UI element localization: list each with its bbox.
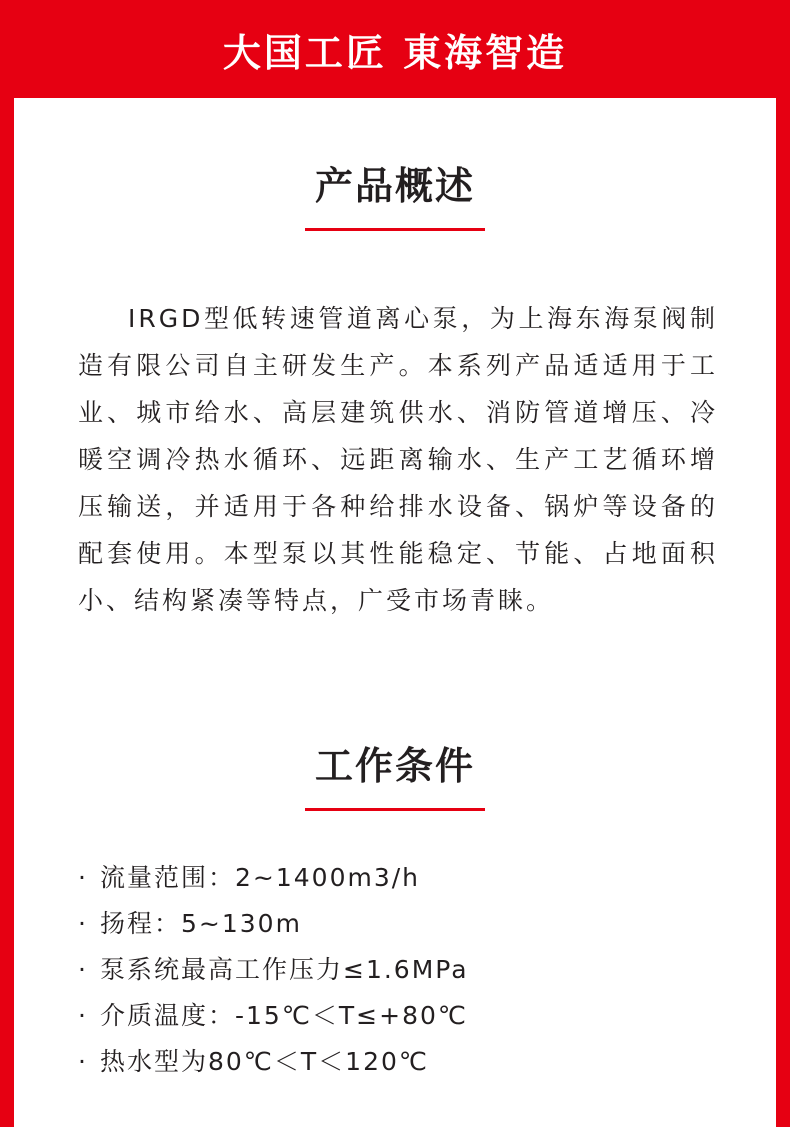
bullet-dot-icon: ·	[78, 1047, 88, 1076]
list-item-label: 热水型为80℃＜T＜120℃	[100, 1047, 429, 1076]
list-item-label: 流量范围：2~1400m3/h	[100, 863, 421, 892]
banner-title: 大国工匠 東海智造	[222, 30, 568, 75]
section-title-product-overview: 产品概述	[314, 164, 475, 208]
bullet-dot-icon: ·	[78, 863, 88, 892]
bullet-dot-icon: ·	[78, 1001, 88, 1030]
working-conditions-list	[78, 855, 738, 1085]
section-underline-working-conditions	[305, 808, 485, 811]
list-item	[78, 855, 738, 901]
list-item	[78, 1039, 738, 1085]
list-item-label: 介质温度：-15℃＜T≤+80℃	[100, 1001, 468, 1030]
product-overview-paragraph: IRGD型低转速管道离心泵，为上海东海泵阀制造有限公司自主研发生产。本系列产品适适用于工业、城市给水、高层建筑供水、消防管道增压、冷暖空调冷热水循环、远距离输水、生产工艺循环增压输送，并适用于各种给排水设备、锅炉等设备的配套使用。本型泵以其性能稳定、节能、占地面积小、结构紧凑等特点，广受市场青睐。	[78, 304, 718, 615]
section-working-conditions-header	[0, 735, 790, 811]
bullet-dot-icon: ·	[78, 909, 88, 938]
list-item	[78, 901, 738, 947]
section-underline-product-overview	[305, 228, 485, 231]
list-item	[78, 947, 738, 993]
header-banner	[0, 0, 790, 98]
list-item-label: 扬程：5~130m	[100, 909, 302, 938]
list-item	[78, 993, 738, 1039]
bullet-dot-icon: ·	[78, 955, 88, 984]
section-title-working-conditions: 工作条件	[314, 744, 475, 788]
list-item-label: 泵系统最高工作压力≤1.6MPa	[100, 955, 469, 984]
section-product-overview-header	[0, 155, 790, 231]
